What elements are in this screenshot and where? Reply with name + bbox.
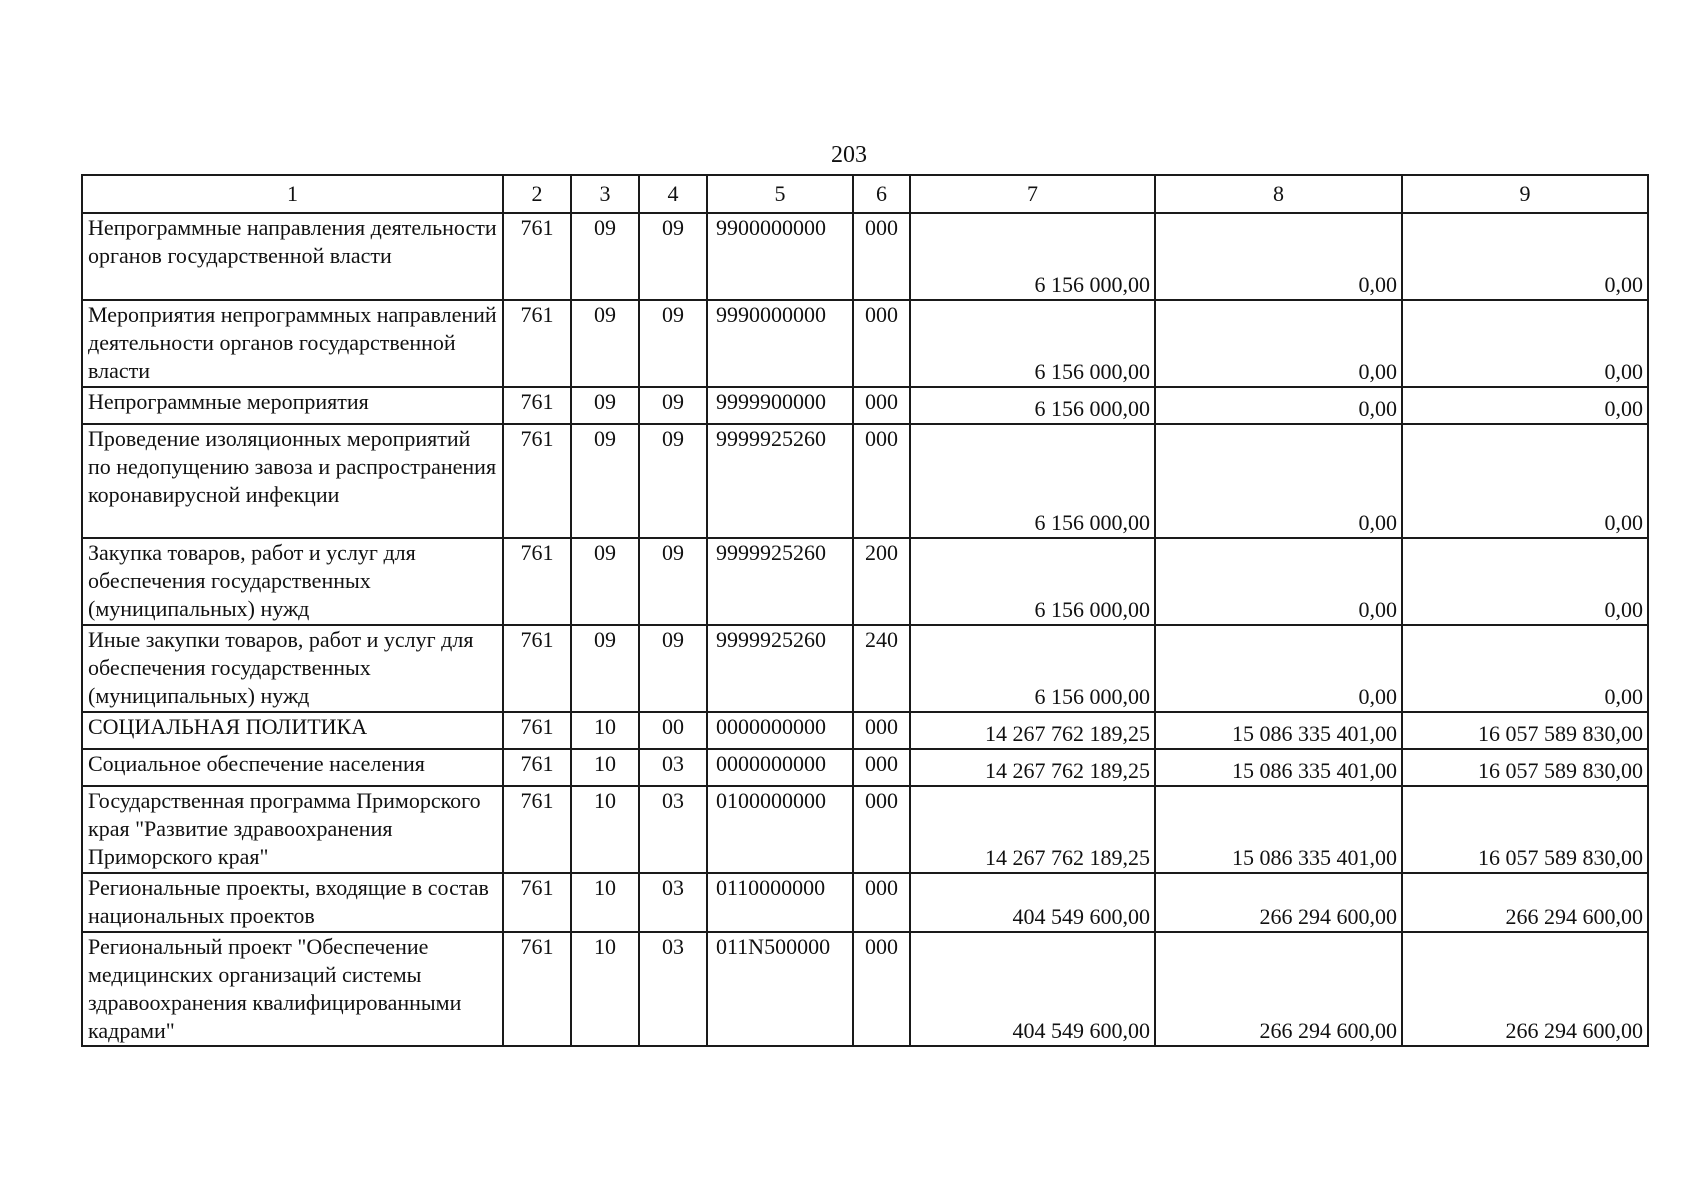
amount-col-7: 6 156 000,00 (910, 300, 1155, 387)
section-code: 10 (571, 932, 639, 1046)
expense-type-code: 000 (853, 712, 910, 749)
subsection-code: 09 (639, 424, 707, 538)
amount-col-7: 14 267 762 189,25 (910, 786, 1155, 873)
column-header: 8 (1155, 175, 1402, 213)
department-code: 761 (503, 213, 571, 300)
amount-col-8: 15 086 335 401,00 (1155, 749, 1402, 786)
column-header: 9 (1402, 175, 1648, 213)
amount-col-9: 266 294 600,00 (1402, 932, 1648, 1046)
expense-type-code: 000 (853, 786, 910, 873)
amount-col-8: 0,00 (1155, 538, 1402, 625)
row-name: СОЦИАЛЬНАЯ ПОЛИТИКА (82, 712, 503, 749)
target-article-code: 9999925260 (707, 424, 853, 538)
column-header: 4 (639, 175, 707, 213)
section-code: 09 (571, 300, 639, 387)
row-name: Мероприятия непрограммных направлений деятельности органов государственной власти (82, 300, 503, 387)
subsection-code: 09 (639, 538, 707, 625)
target-article-code: 9999925260 (707, 538, 853, 625)
amount-col-9: 16 057 589 830,00 (1402, 749, 1648, 786)
row-name: Региональный проект "Обеспечение медицинских организаций системы здравоохранения квалифицированными кадрами" (82, 932, 503, 1046)
amount-col-9: 0,00 (1402, 300, 1648, 387)
subsection-code: 09 (639, 387, 707, 424)
amount-col-8: 0,00 (1155, 424, 1402, 538)
subsection-code: 09 (639, 625, 707, 712)
amount-col-9: 0,00 (1402, 387, 1648, 424)
expense-type-code: 000 (853, 387, 910, 424)
amount-col-8: 0,00 (1155, 387, 1402, 424)
expense-type-code: 000 (853, 300, 910, 387)
department-code: 761 (503, 712, 571, 749)
row-name: Проведение изоляционных мероприятий по недопущению завоза и распространения коронавирусной инфекции (82, 424, 503, 538)
target-article-code: 9999900000 (707, 387, 853, 424)
amount-col-8: 266 294 600,00 (1155, 932, 1402, 1046)
subsection-code: 03 (639, 932, 707, 1046)
target-article-code: 0000000000 (707, 712, 853, 749)
section-code: 10 (571, 873, 639, 932)
budget-table (81, 174, 1649, 1047)
row-name: Иные закупки товаров, работ и услуг для обеспечения государственных (муниципальных) нужд (82, 625, 503, 712)
amount-col-9: 0,00 (1402, 625, 1648, 712)
amount-col-8: 0,00 (1155, 213, 1402, 300)
expense-type-code: 000 (853, 424, 910, 538)
subsection-code: 09 (639, 213, 707, 300)
table-row (82, 538, 1648, 625)
amount-col-8: 0,00 (1155, 625, 1402, 712)
amount-col-8: 15 086 335 401,00 (1155, 712, 1402, 749)
row-name: Непрограммные мероприятия (82, 387, 503, 424)
column-header: 1 (82, 175, 503, 213)
target-article-code: 9999925260 (707, 625, 853, 712)
amount-col-7: 14 267 762 189,25 (910, 749, 1155, 786)
section-code: 09 (571, 538, 639, 625)
department-code: 761 (503, 625, 571, 712)
target-article-code: 011N500000 (707, 932, 853, 1046)
expense-type-code: 000 (853, 749, 910, 786)
section-code: 09 (571, 424, 639, 538)
amount-col-7: 404 549 600,00 (910, 932, 1155, 1046)
table-row (82, 424, 1648, 538)
table-row (82, 932, 1648, 1046)
section-code: 09 (571, 625, 639, 712)
subsection-code: 03 (639, 786, 707, 873)
column-header: 6 (853, 175, 910, 213)
amount-col-7: 6 156 000,00 (910, 387, 1155, 424)
row-name: Региональные проекты, входящие в состав национальных проектов (82, 873, 503, 932)
expense-type-code: 240 (853, 625, 910, 712)
table-row (82, 712, 1648, 749)
row-name: Социальное обеспечение населения (82, 749, 503, 786)
column-header: 7 (910, 175, 1155, 213)
amount-col-9: 16 057 589 830,00 (1402, 786, 1648, 873)
row-name: Непрограммные направления деятельности органов государственной власти (82, 213, 503, 300)
table-row (82, 749, 1648, 786)
subsection-code: 00 (639, 712, 707, 749)
expense-type-code: 000 (853, 932, 910, 1046)
table-row (82, 786, 1648, 873)
target-article-code: 0100000000 (707, 786, 853, 873)
department-code: 761 (503, 749, 571, 786)
amount-col-9: 0,00 (1402, 424, 1648, 538)
department-code: 761 (503, 873, 571, 932)
amount-col-7: 14 267 762 189,25 (910, 712, 1155, 749)
section-code: 09 (571, 387, 639, 424)
department-code: 761 (503, 538, 571, 625)
target-article-code: 9990000000 (707, 300, 853, 387)
department-code: 761 (503, 932, 571, 1046)
amount-col-7: 404 549 600,00 (910, 873, 1155, 932)
amount-col-7: 6 156 000,00 (910, 424, 1155, 538)
table-row (82, 387, 1648, 424)
column-header: 3 (571, 175, 639, 213)
department-code: 761 (503, 786, 571, 873)
amount-col-7: 6 156 000,00 (910, 538, 1155, 625)
expense-type-code: 200 (853, 538, 910, 625)
table-row (82, 300, 1648, 387)
amount-col-9: 0,00 (1402, 213, 1648, 300)
table-row (82, 873, 1648, 932)
subsection-code: 03 (639, 749, 707, 786)
column-number-row (82, 175, 1648, 213)
subsection-code: 09 (639, 300, 707, 387)
section-code: 09 (571, 213, 639, 300)
page-number: 203 (831, 142, 867, 168)
amount-col-9: 0,00 (1402, 538, 1648, 625)
amount-col-8: 0,00 (1155, 300, 1402, 387)
subsection-code: 03 (639, 873, 707, 932)
department-code: 761 (503, 424, 571, 538)
amount-col-7: 6 156 000,00 (910, 213, 1155, 300)
section-code: 10 (571, 712, 639, 749)
row-name: Закупка товаров, работ и услуг для обеспечения государственных (муниципальных) нужд (82, 538, 503, 625)
department-code: 761 (503, 300, 571, 387)
department-code: 761 (503, 387, 571, 424)
column-header: 5 (707, 175, 853, 213)
target-article-code: 0000000000 (707, 749, 853, 786)
expense-type-code: 000 (853, 213, 910, 300)
column-header: 2 (503, 175, 571, 213)
amount-col-7: 6 156 000,00 (910, 625, 1155, 712)
amount-col-9: 16 057 589 830,00 (1402, 712, 1648, 749)
table-row (82, 625, 1648, 712)
target-article-code: 0110000000 (707, 873, 853, 932)
table-row (82, 213, 1648, 300)
row-name: Государственная программа Приморского края "Развитие здравоохранения Приморского края" (82, 786, 503, 873)
amount-col-8: 15 086 335 401,00 (1155, 786, 1402, 873)
expense-type-code: 000 (853, 873, 910, 932)
amount-col-9: 266 294 600,00 (1402, 873, 1648, 932)
target-article-code: 9900000000 (707, 213, 853, 300)
section-code: 10 (571, 749, 639, 786)
section-code: 10 (571, 786, 639, 873)
amount-col-8: 266 294 600,00 (1155, 873, 1402, 932)
